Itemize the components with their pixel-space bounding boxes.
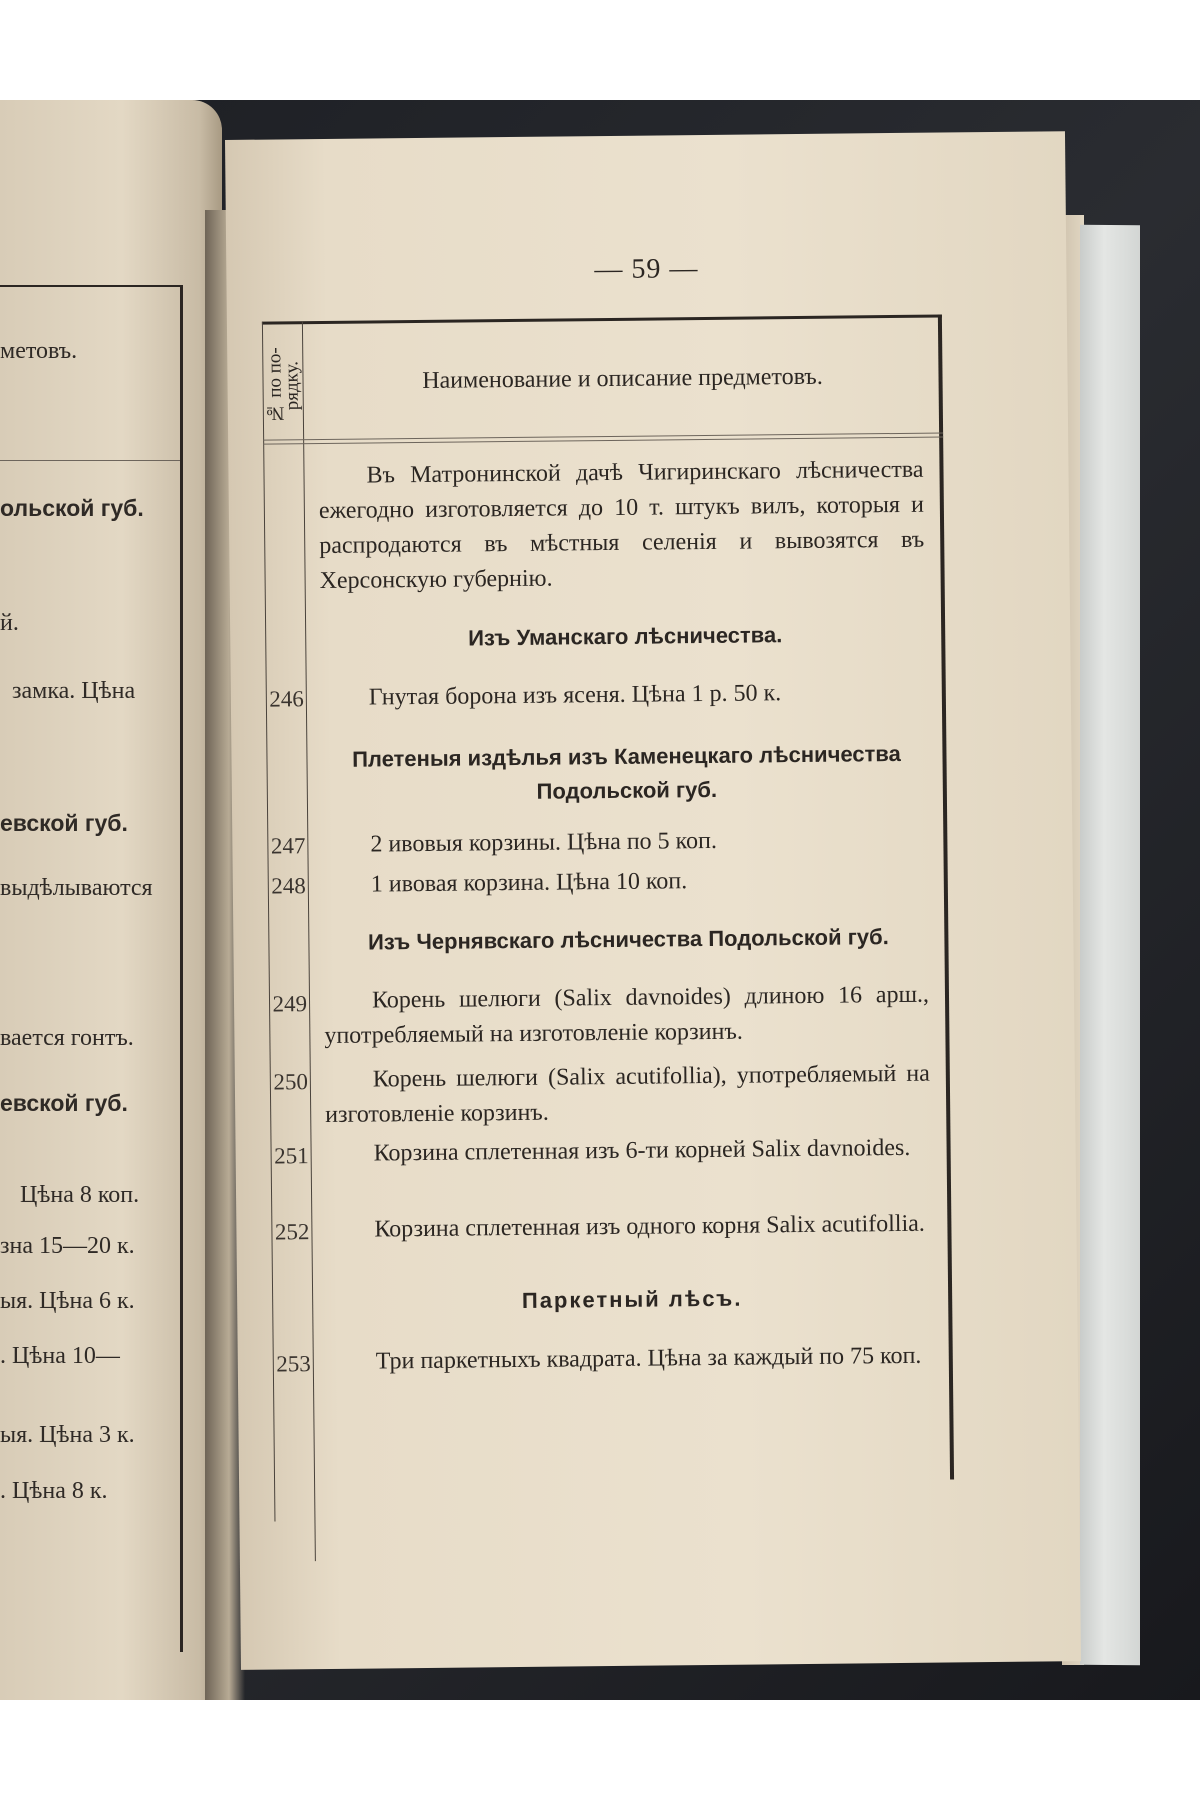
item-description: Корзина сплетенная изъ одного корня Salix acutifollia. [374, 1210, 925, 1243]
item-description: 2 ивовыя корзины. Цѣна по 5 коп. [370, 827, 718, 858]
left-fragment: замка. Цѣна [12, 678, 136, 704]
description-column-header: Наименование и описание предметовъ. [422, 363, 823, 394]
left-page [0, 100, 222, 1700]
section-heading-uman: Изъ Уманскаго лѣсничества. [468, 622, 783, 651]
row-number: 248 [271, 873, 306, 899]
left-fragment: метовъ. [0, 338, 78, 364]
left-fragment: й. [0, 610, 19, 636]
item-description: Корень шелюги (Salix davnoides) длиною 16 арш., употребляемый на изготовленіе корзинъ. [324, 981, 930, 1050]
left-fragment: ольской губ. [0, 495, 144, 521]
left-fragment: выдѣлываются [0, 875, 153, 901]
left-fragment: вается гонтъ. [0, 1025, 134, 1051]
item-description: Гнутая борона изъ ясеня. Цѣна 1 р. 50 к. [368, 680, 782, 711]
page-number: — 59 — [594, 253, 699, 286]
catalog-table [262, 315, 954, 1502]
left-fragment: зна 15—20 к. [0, 1233, 135, 1259]
number-column-header: № по по-рядку. [264, 347, 303, 424]
left-fragment: . Цѣна 10— [0, 1343, 120, 1369]
left-fragment: ыя. Цѣна 6 к. [0, 1288, 135, 1314]
book-back-cover [1080, 225, 1140, 1665]
section-heading-parquet: Паркетный лѣсъ. [521, 1285, 743, 1313]
intro-paragraph: Въ Матронинской дачѣ Чигиринскаго лѣсничества ежегодно изготовляется до 10 т. штукъ вилъ, которыя и распродаются въ мѣстныя селенія и вывозятся въ Херсонскую губернію. [318, 456, 925, 595]
left-fragment: ыя. Цѣна 3 к. [0, 1422, 135, 1448]
left-fragment: евской губ. [0, 1090, 128, 1116]
row-number: 246 [269, 686, 304, 712]
row-number: 250 [273, 1069, 308, 1095]
item-description: Корень шелюги (Salix acutifollia), употребляемый на изготовленіе корзинъ. [325, 1060, 930, 1129]
row-number: 253 [276, 1351, 311, 1377]
left-fragment: . Цѣна 8 к. [0, 1478, 108, 1504]
item-description: Три паркетныхъ квадрата. Цѣна за каждый по 75 коп. [375, 1342, 922, 1375]
right-page [225, 131, 1081, 1670]
left-fragment: евской губ. [0, 810, 128, 836]
row-number: 249 [272, 991, 308, 1017]
item-description: 1 ивовая корзина. Цѣна 10 коп. [370, 868, 688, 898]
item-description: Корзина сплетенная изъ 6-ти корней Salix davnoides. [373, 1134, 911, 1167]
row-number: 247 [270, 833, 306, 859]
section-heading-kamenets: Плетеныя издѣлья изъ Каменецкаго лѣсничества Подольской губ. [352, 740, 901, 804]
row-number: 251 [274, 1143, 309, 1169]
table-top-border [262, 315, 942, 325]
row-number: 252 [274, 1219, 310, 1245]
left-page-header-rule [0, 460, 180, 461]
left-fragment: Цѣна 8 коп. [20, 1182, 140, 1208]
section-heading-chernyavsky: Изъ Чернявскаго лѣсничества Подольской губ. [367, 924, 889, 955]
table-left-border [262, 322, 276, 1522]
